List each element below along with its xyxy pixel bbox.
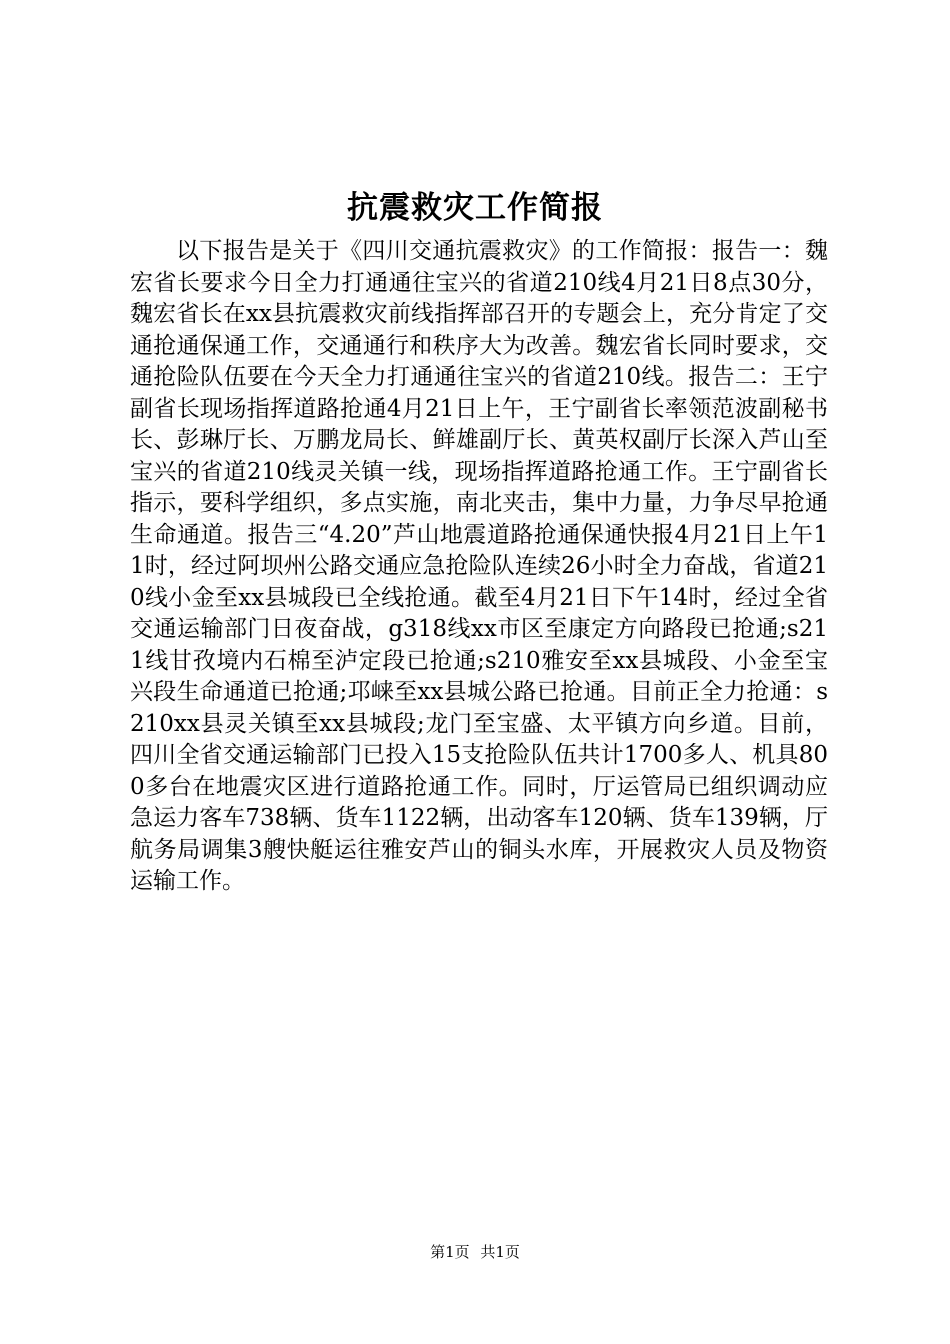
page-footer <box>0 1241 950 1263</box>
page-number-total: 共1页 <box>480 1243 520 1261</box>
page-number-current: 第1页 <box>430 1243 470 1261</box>
document-body: 以下报告是关于《四川交通抗震救灾》的工作简报：报告一：魏宏省长要求今日全力打通通往宝兴的省道210线4月21日8点30分，魏宏省长在xx县抗震救灾前线指挥部召开的专题会上，充分肯定了交通抢通保通工作，交通通行和秩序大为改善。魏宏省长同时要求，交通抢险队伍要在今天全力打通通往宝兴的省道210线。报告二：王宁副省长现场指挥道路抢通4月21日上午，王宁副省长率领范波副秘书长、彭琳厅长、万鹏龙局长、鲜雄副厅长、黄英权副厅长深入芦山至宝兴的省道210线灵关镇一线，现场指挥道路抢通工作。王宁副省长指示，要科学组织，多点实施，南北夹击，集中力量，力争尽早抢通生命通道。报告三“4.20”芦山地震道路抢通保通快报4月21日上午11时，经过阿坝州公路交通应急抢险队连续26小时全力奋战，省道210线小金至xx县城段已全线抢通。截至4月21日下午14时，经过全省交通运输部门日夜奋战，g318线xx市区至康定方向路段已抢通;s211线甘孜境内石棉至泸定段已抢通;s210雅安至xx县城段、小金至宝兴段生命通道已抢通;邛崃至xx县城公路已抢通。目前正全力抢通：s210xx县灵关镇至xx县城段;龙门至宝盛、太平镇方向乡道。目前，四川全省交通运输部门已投入15支抢险队伍共计1700多人、机具800多台在地震灾区进行道路抢通工作。同时，厅运管局已组织调动应急运力客车738辆、货车1122辆，出动客车120辆、货车139辆，厅航务局调集3艘快艇运往雅安芦山的铜头水库，开展救灾人员及物资运输工作。 <box>130 238 828 894</box>
document-title: 抗震救灾工作简报 <box>347 190 603 226</box>
